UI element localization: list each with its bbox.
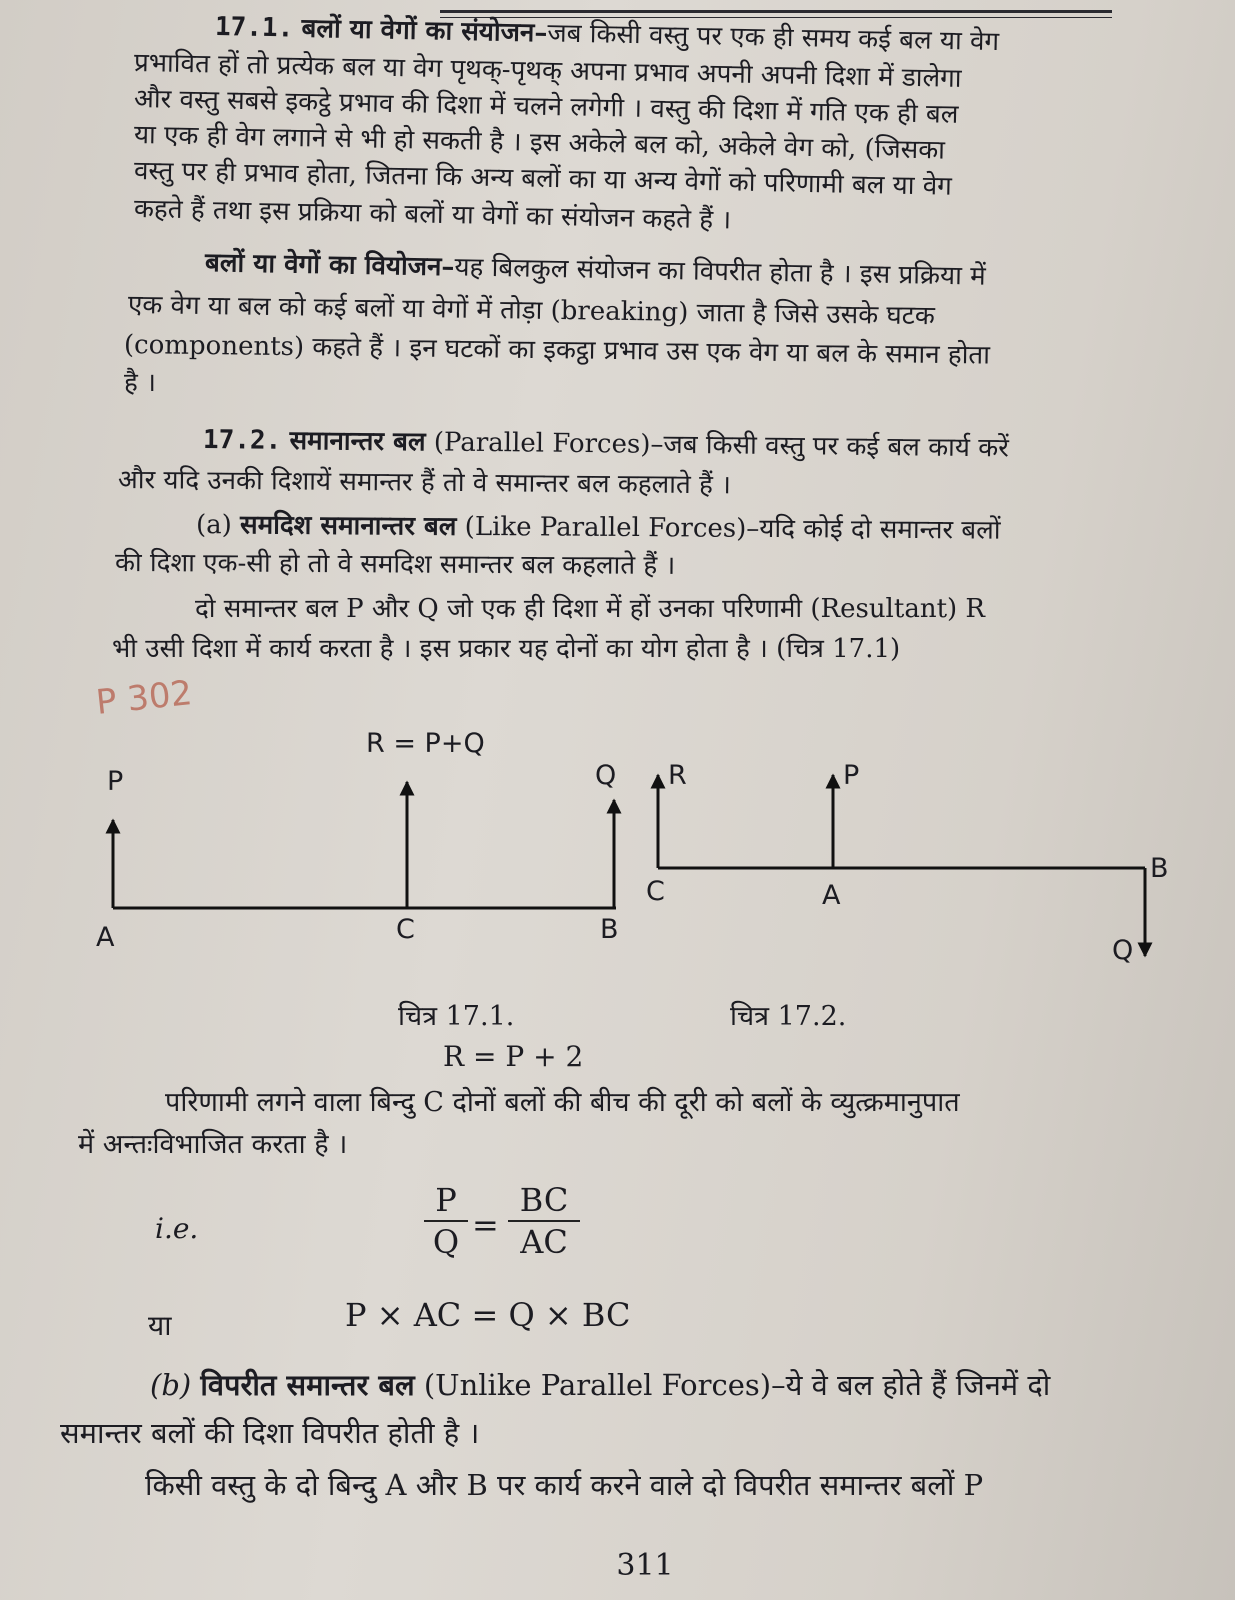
part-heading: समदिश समानान्तर बल (239, 510, 457, 542)
text-line: (Unlike Parallel Forces)–ये वे बल होते हैं जिनमें दो (414, 1368, 1051, 1402)
figure-17-2-caption: चित्र 17.2. (730, 1001, 847, 1032)
numerator: P (424, 1180, 468, 1222)
label-b-2: B (1150, 853, 1169, 884)
text-line: की दिशा एक-सी हो तो वे समदिश समान्तर बल कहलाते हैं । (114, 548, 676, 581)
text-line: जब किसी वस्तु पर एक ही समय कई बल या वेग (547, 18, 1000, 58)
text-line: किसी वस्तु के दो बिन्दु A और B पर कार्य करने वाले दो विपरीत समान्तर बलों P (145, 1468, 984, 1502)
text-line: यह बिलकुल संयोजन का विपरीत होता है । इस प्रक्रिया में (454, 252, 986, 292)
equals-sign: = (472, 1206, 499, 1244)
text-line: (Like Parallel Forces)–यदि कोई दो समान्तर बलों (456, 511, 1001, 546)
label-a: A (96, 922, 115, 953)
denominator: AC (520, 1223, 568, 1261)
text-line: भी उसी दिशा में कार्य करता है । इस प्रकार यह दोनों का योग होता है । (चित्र 17.1) (112, 634, 901, 664)
text-line: प्रभावित हों तो प्रत्येक बल या वेग पृथक्-पृथक् अपना प्रभाव अपनी अपनी दिशा में डालेगा (133, 48, 962, 94)
denominator: Q (432, 1223, 460, 1261)
part-label: (b) (150, 1368, 201, 1402)
text-line: कहते हैं तथा इस प्रक्रिया को बलों या वेगों का संयोजन कहते हैं । (133, 194, 732, 236)
page-number: 311 (616, 1548, 674, 1583)
label-c: C (396, 914, 415, 945)
figure-17-1 (113, 782, 616, 908)
label-q-2: Q (1112, 935, 1134, 966)
section-heading: समानान्तर बल (289, 425, 426, 458)
fraction-p-over-q (424, 1180, 468, 1262)
label-q: Q (595, 760, 617, 791)
text-line: और यदि उनकी दिशायें समान्तर हैं तो वे समान्तर बल कहलाते हैं । (117, 465, 732, 501)
text-line: और वस्तु सबसे इकट्ठे प्रभाव की दिशा में चलने लगेगी । वस्तु की दिशा में गति एक ही बल (133, 84, 959, 130)
equation-r: R = P + 2 (443, 1040, 584, 1073)
handwritten-note: P 302 (94, 673, 195, 723)
resolution-heading: बलों या वेगों का वियोजन– (204, 248, 455, 283)
text-line: एक वेग या बल को कई बलों या वेगों में तोड़ा (breaking) जाता है जिसे उसके घटक (127, 290, 936, 332)
label-p-2: P (843, 760, 860, 791)
text-line: (components) कहते हैं । इन घटकों का इकट्ठा प्रभाव उस एक वेग या बल के समान होता (123, 330, 991, 371)
label-b: B (600, 914, 619, 945)
text-line: या एक ही वेग लगाने से भी हो सकती है । इस अकेले बल को, अकेले वेग को, (जिसका (133, 120, 946, 166)
part-b-line-1 (150, 1370, 1050, 1400)
equation-moment: P × AC = Q × BC (345, 1296, 631, 1334)
label-c-2: C (646, 876, 665, 907)
label-r-sum: R = P+Q (366, 728, 485, 759)
figure-17-1-caption: चित्र 17.1. (398, 1001, 515, 1032)
section-number: 17.1. (214, 12, 294, 44)
text-line: (Parallel Forces)–जब किसी वस्तु पर कई बल कार्य करें (425, 427, 1009, 464)
text-line: वस्तु पर ही प्रभाव होता, जितना कि अन्य बलों का या अन्य वेगों को परिणामी बल या वेग (133, 156, 953, 202)
or-label: या (148, 1309, 172, 1342)
label-r-2: R (668, 760, 687, 791)
text-line: परिणामी लगने वाला बिन्दु C दोनों बलों की बीच की दूरी को बलों के व्युत्क्रमानुपात (165, 1087, 960, 1118)
label-p: P (107, 766, 124, 797)
label-a-2: A (822, 880, 841, 911)
figure-17-2 (658, 775, 1145, 956)
text-line: दो समान्तर बल P और Q जो एक ही दिशा में हों उनका परिणामी (Resultant) R (195, 594, 986, 624)
ie-label: i.e. (155, 1212, 199, 1245)
part-heading: विपरीत समान्तर बल (200, 1368, 415, 1402)
part-label: (a) (195, 510, 241, 541)
section-number: 17.2. (202, 425, 282, 456)
text-line: में अन्तःविभाजित करता है । (78, 1129, 348, 1160)
fraction-bc-over-ac (508, 1180, 580, 1262)
text-line: है । (124, 368, 156, 398)
section-heading: बलों या वेगों का संयोजन– (301, 13, 548, 49)
text-line: समान्तर बलों की दिशा विपरीत होती है । (60, 1416, 480, 1450)
numerator: BC (508, 1180, 580, 1222)
